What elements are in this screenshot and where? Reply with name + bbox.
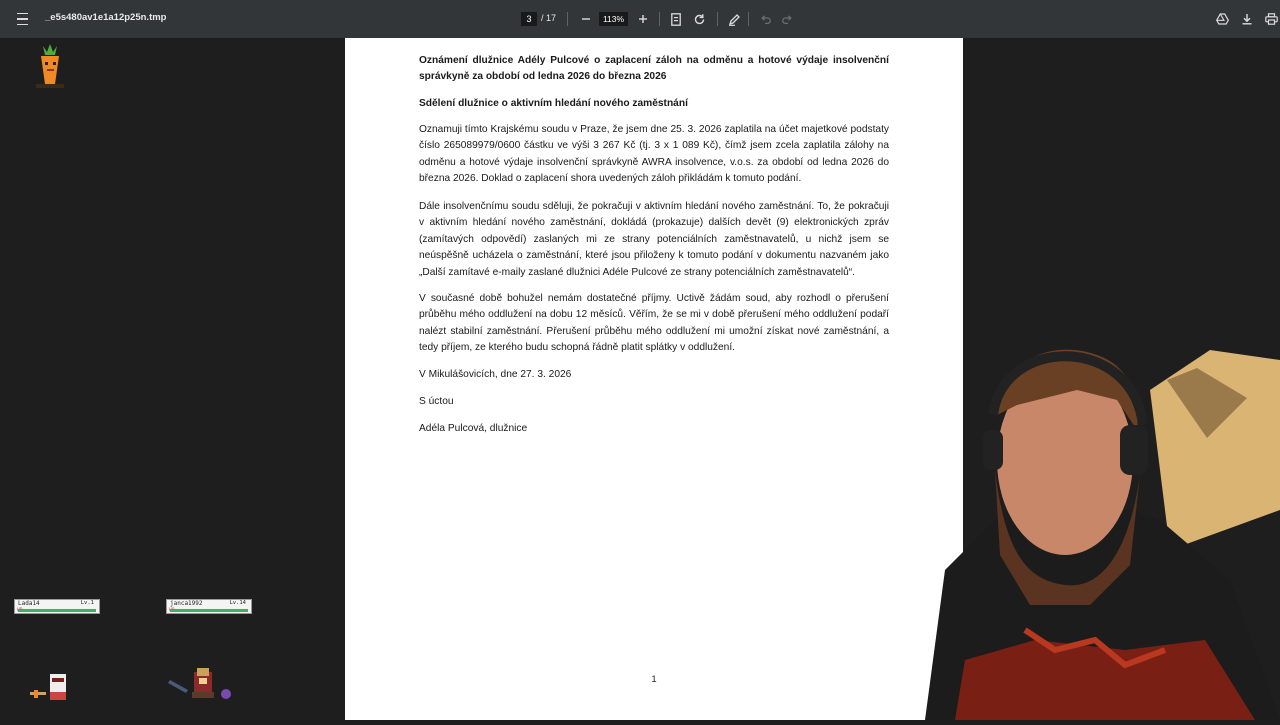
rotate-icon[interactable] <box>692 12 706 26</box>
signature: Adéla Pulcová, dlužnice <box>419 423 528 434</box>
download-icon[interactable] <box>1240 12 1254 26</box>
pdf-toolbar <box>0 0 1280 38</box>
rider-sprite-icon <box>168 666 234 704</box>
paragraph: V současné době bohužel nemám dostatečné příjmy. Uctivě žádám soud, aby rozhodl o přerušení průběhu mého oddlužení na dobu 12 měsíců. Věřím, že se mi v době přerušení mého oddlužení podaří nalézt stabilní zaměstnání. Přerušení průběhu mého oddlužení mi umožní získat nové zaměstnání, a tedy příjem, ze kterého budu schopná řádně platit splátky v oddlužení. <box>419 293 889 354</box>
carrot-mascot-icon <box>32 42 68 90</box>
closing-greeting: S úctou <box>419 396 454 407</box>
paragraph: Dále insolvenčnímu soudu sděluji, že pokračuji v aktivním hledání nového zaměstnání. To, že pokračuji v aktivním hledání nového zaměstnání, dokládá (prokazuje) dalších devět (9) elektronických zpráv (zamítavých odpovědí) zaslaných mi ze strany potenciálních zaměstnavatelů, u nichž jsem se neúspěšně ucházela o zaměstnání, které jsou přiloženy k tomuto podání v dokumentu nazvaném jako „Další zamítavé e-maily zaslané dlužnici Adéle Pulcové ze strany potenciálních zaměstnavatelů“. <box>419 201 889 278</box>
save-to-drive-icon[interactable] <box>1215 12 1229 26</box>
toolbar-divider <box>659 12 660 26</box>
document-subheading: Sdělení dlužnice o aktivním hledání nového zaměstnání <box>419 98 688 109</box>
player-hp-card <box>166 599 252 614</box>
document-heading: Oznámení dlužnice Adély Pulcové o zaplacení záloh na odměnu a hotové výdaje insolvenční správkyně za období od ledna 2026 do března 2026 <box>419 55 889 83</box>
paragraph: Oznamuji tímto Krajskému soudu v Praze, že jsem dne 25. 3. 2026 zaplatila na účet majetkové podstaty číslo 265089979/0600 částku ve výši 3 267 Kč (tj. 3 x 1 089 Kč), čímž jsem zcela zaplatila zálohy na odměnu a hotové výdaje insolvenční správkyně AWRA insolvence, v.o.s. za období od ledna 2026 do března 2026. Doklad o zaplacení shora uvedených záloh přikládám k tomuto podání. <box>419 124 889 185</box>
zoom-level-input[interactable]: 113% <box>599 12 628 26</box>
player-level: Lv.1 <box>80 600 94 606</box>
player-hp-card <box>14 599 100 614</box>
pdf-page <box>345 38 963 720</box>
menu-icon[interactable] <box>14 11 30 27</box>
hp-bar-fill <box>170 609 248 612</box>
zoom-in-button[interactable] <box>636 11 650 27</box>
page-footer-number: 1 <box>651 674 657 685</box>
place-date: V Mikulášovicích, dne 27. 3. 2026 <box>419 369 572 380</box>
toolbar-divider <box>567 12 568 26</box>
fit-page-icon[interactable] <box>670 12 682 26</box>
document-filename: _e5s480av1e1a12p25n.tmp <box>45 12 167 23</box>
hp-bar-track <box>18 609 96 612</box>
toolbar-divider <box>748 12 749 26</box>
print-icon[interactable] <box>1264 12 1278 26</box>
player-level: Lv.14 <box>229 600 246 606</box>
page-number-input[interactable]: 3 <box>521 12 537 26</box>
annotate-pen-icon[interactable] <box>727 12 741 26</box>
hp-bar-track <box>170 609 248 612</box>
hp-bar-fill <box>18 609 96 612</box>
page-total: / 17 <box>541 13 557 23</box>
redo-icon[interactable] <box>780 12 794 26</box>
player-name: janca1992 <box>170 600 203 607</box>
zoom-out-button[interactable] <box>579 11 593 27</box>
left-viewer-margin <box>0 38 345 720</box>
toolbar-divider <box>717 12 718 26</box>
knight-sprite-icon <box>28 670 72 704</box>
undo-icon[interactable] <box>758 12 772 26</box>
player-name: Lada14 <box>18 600 40 607</box>
webcam-streamer-image <box>905 320 1280 720</box>
